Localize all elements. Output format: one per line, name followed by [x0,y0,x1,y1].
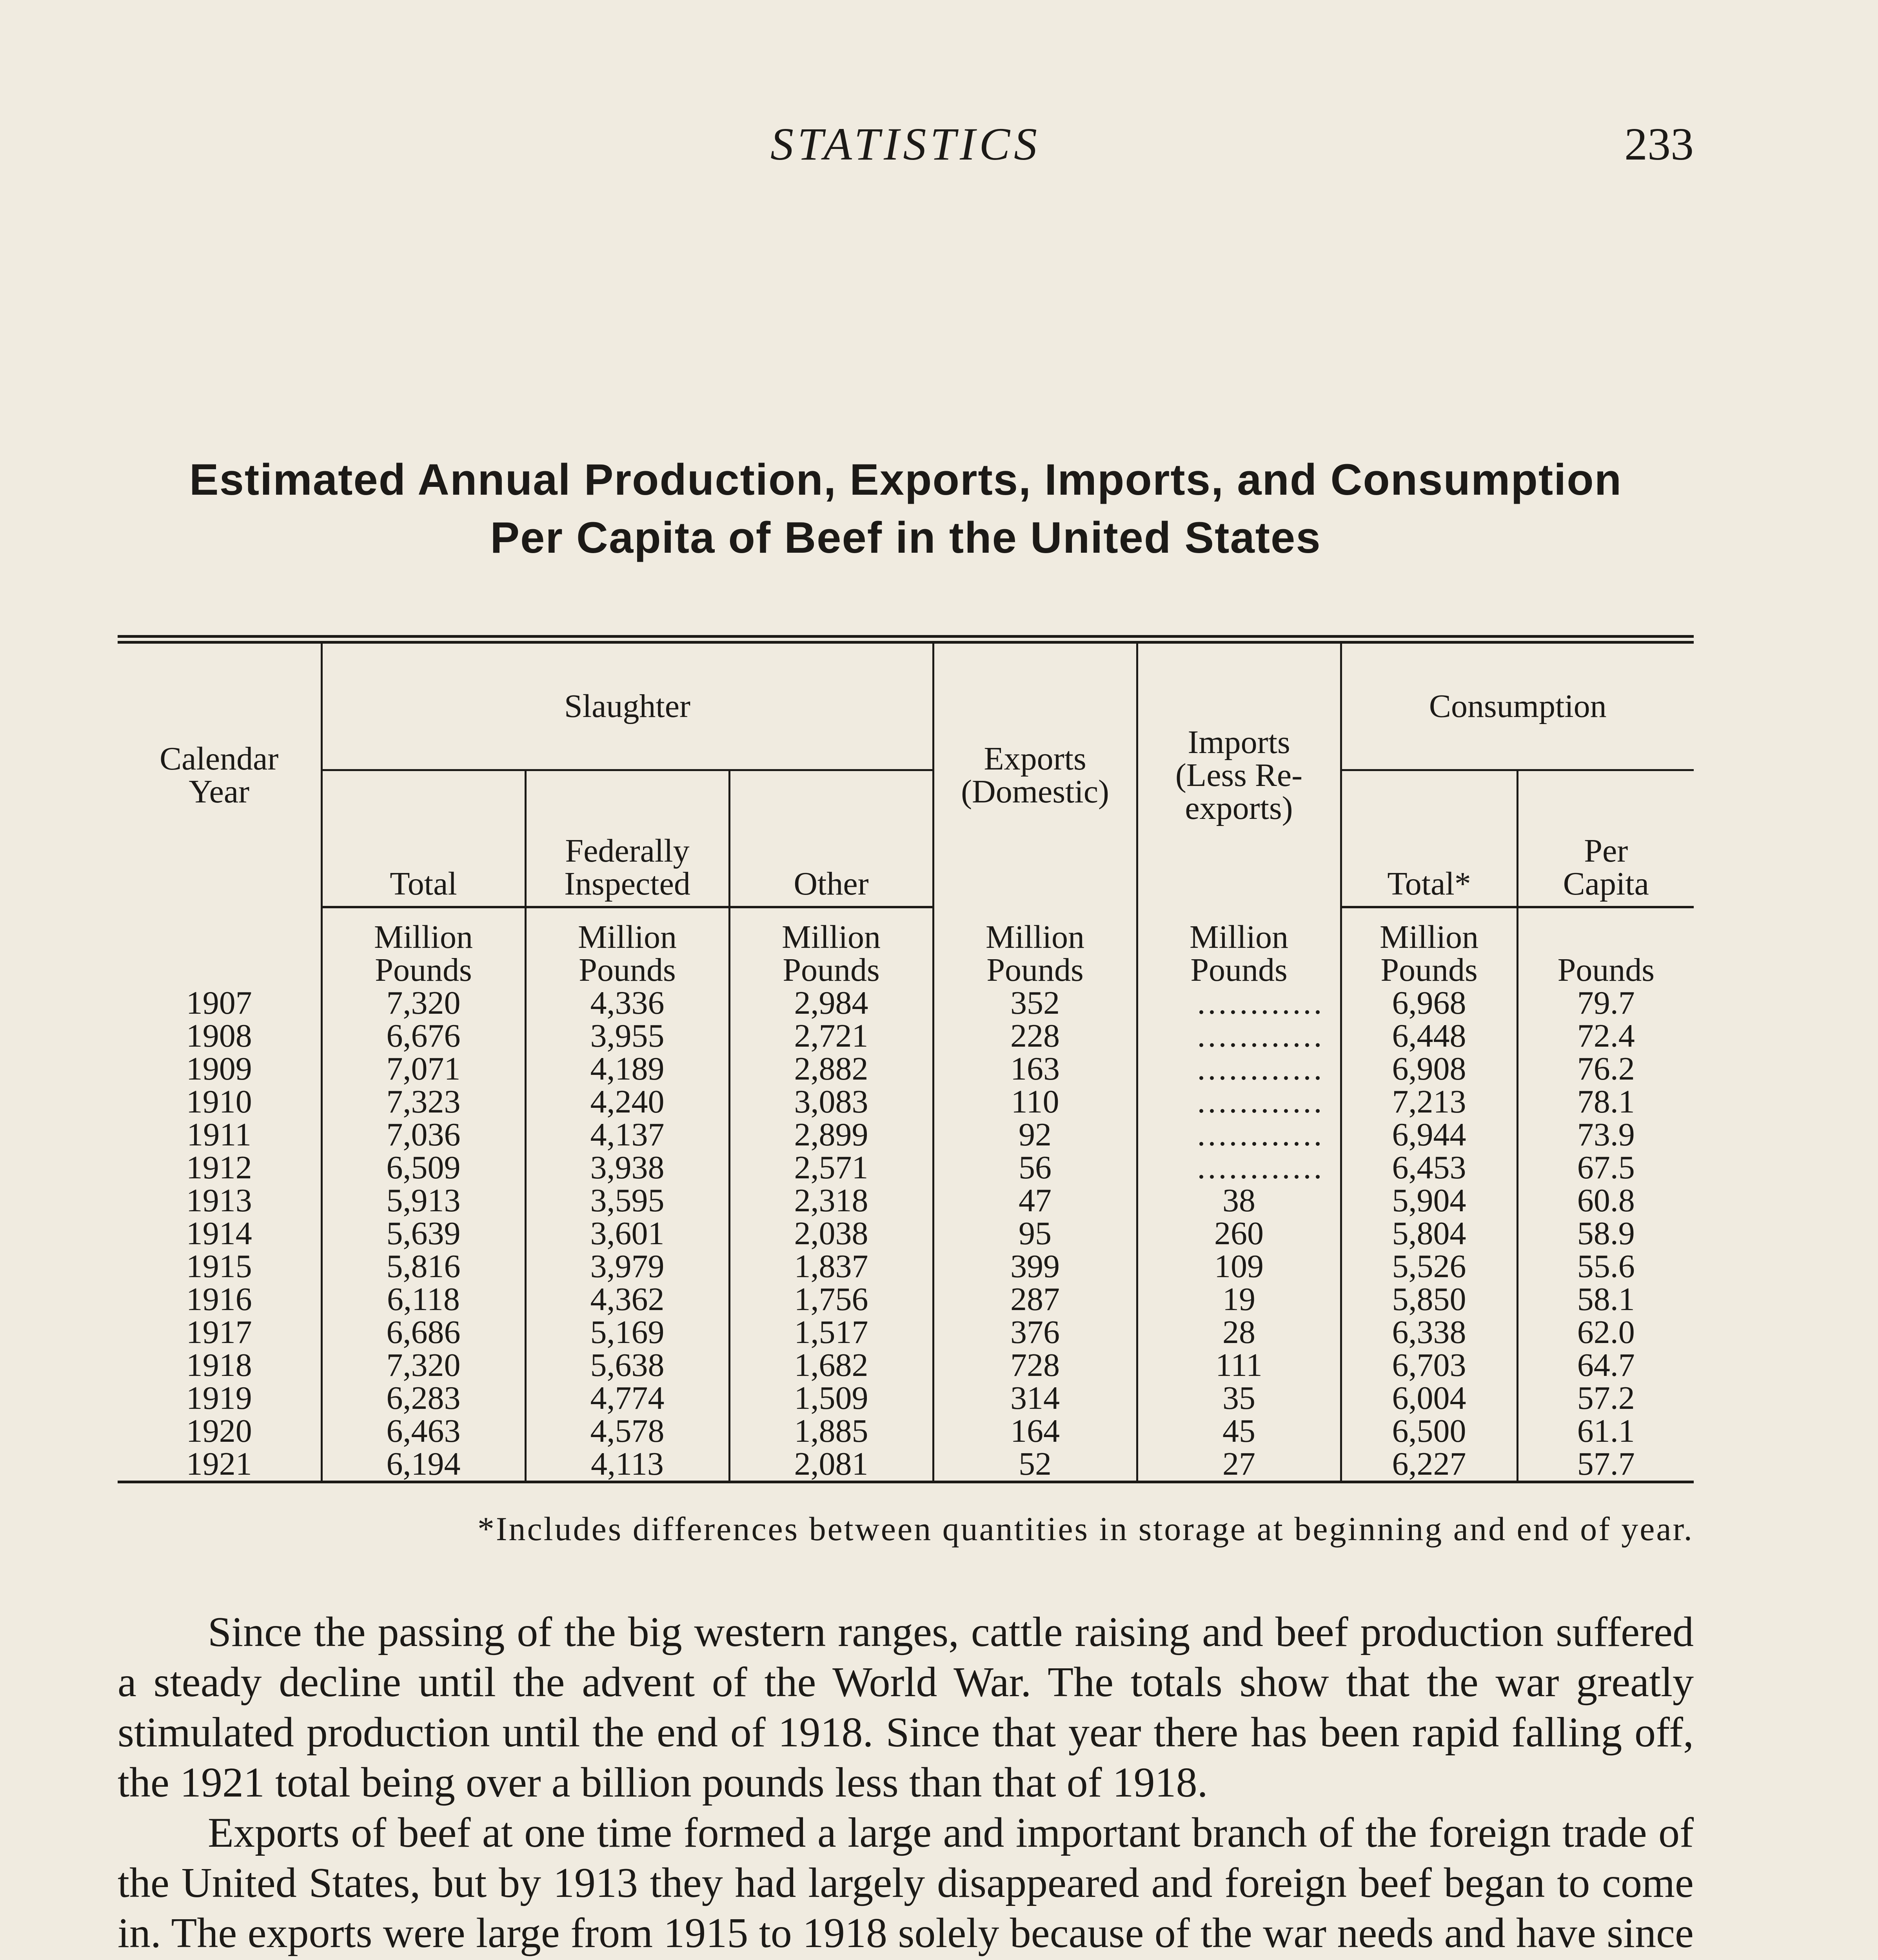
table-cell: 67.5 [1577,1149,1635,1186]
table-cell: 73.9 [1577,1116,1635,1153]
table-cell: 38 [1137,1184,1341,1217]
header-imports: Imports (Less Re- exports) [1137,639,1341,907]
table-cell: 260 [1137,1217,1341,1250]
table-cell: 4,113 [525,1448,729,1482]
table-cell: 6,944 [1341,1118,1517,1151]
table-cell: 6,227 [1341,1448,1517,1482]
table-cell: 7,323 [321,1085,525,1118]
table-row [118,987,1694,1020]
cell-year: 1907 [118,987,321,1020]
unit-label: Million Pounds [321,907,525,987]
table-cell: 399 [933,1250,1137,1283]
table-cell: 3,595 [525,1184,729,1217]
table-cell: 163 [933,1053,1137,1085]
table-cell: 5,904 [1341,1184,1517,1217]
table-cell: 1,837 [729,1250,933,1283]
cell-year: 1912 [118,1151,321,1184]
table-cell: ............ [1137,1151,1341,1184]
paragraph: Since the passing of the big western ranges, cattle raising and beef production suffered a steady decline until the advent of the World War. The totals show that the war greatly stimulated production until the end of 1918. Since that year there has been rapid falling off, the 1921 total being over a billion pounds less than that of 1918. [118,1609,1694,1806]
units-row [118,907,1694,987]
table-cell: 5,638 [525,1349,729,1382]
table-cell: 2,081 [729,1448,933,1482]
table-cell: 92 [933,1118,1137,1151]
table-cell: 6,453 [1341,1151,1517,1184]
table-cell: 2,984 [729,987,933,1020]
table-row [118,1151,1694,1184]
body-text [118,1607,1694,1960]
table-cell: 6,463 [321,1415,525,1448]
table-row [118,1020,1694,1053]
table-cell: 5,804 [1341,1217,1517,1250]
table-cell: 6,448 [1341,1020,1517,1053]
table-cell: 52 [933,1448,1137,1482]
cell-year: 1909 [118,1053,321,1085]
table-cell: 4,189 [525,1053,729,1085]
table-row [118,1448,1694,1482]
table-cell: 58.9 [1577,1215,1635,1252]
table-cell: 6,004 [1341,1382,1517,1415]
table-cell: 72.4 [1577,1018,1635,1054]
table-cell: 5,526 [1341,1250,1517,1283]
running-title: STATISTICS [770,118,1041,170]
table-cell: 7,213 [1341,1085,1517,1118]
table-cell: 64.7 [1577,1347,1635,1383]
unit-label: Million Pounds [933,907,1137,987]
cell-year: 1917 [118,1316,321,1349]
table-cell: ............ [1137,1053,1341,1085]
table-cell: 1,885 [729,1415,933,1448]
table-cell: 2,899 [729,1118,933,1151]
table-cell: ............ [1137,1085,1341,1118]
cell-year: 1908 [118,1020,321,1053]
header-consumption-group: Consumption [1341,639,1694,770]
table-cell: 6,686 [321,1316,525,1349]
cell-year: 1910 [118,1085,321,1118]
table-row [118,1415,1694,1448]
table-cell: 4,240 [525,1085,729,1118]
table-cell: 3,938 [525,1151,729,1184]
table-cell: 61.1 [1577,1413,1635,1449]
page-number: 233 [1624,118,1694,170]
table-cell: 6,908 [1341,1053,1517,1085]
table-cell: 56 [933,1151,1137,1184]
table-cell: 4,362 [525,1283,729,1316]
cell-year: 1918 [118,1349,321,1382]
table-cell: 55.6 [1577,1248,1635,1285]
table-cell: 27 [1137,1448,1341,1482]
table-body [118,907,1694,1482]
cell-year: 1920 [118,1415,321,1448]
cell-year: 1921 [118,1448,321,1482]
header-consumption-total: Total* [1341,770,1517,907]
table-row [118,1085,1694,1118]
table-cell: 5,169 [525,1316,729,1349]
cell-year: 1915 [118,1250,321,1283]
table-cell: 6,118 [321,1283,525,1316]
table-cell: 4,336 [525,987,729,1020]
table-cell: 47 [933,1184,1137,1217]
table-cell: 60.8 [1577,1182,1635,1219]
table-row [118,1053,1694,1085]
table-cell: 314 [933,1382,1137,1415]
table-cell: 2,038 [729,1217,933,1250]
table-cell: 3,601 [525,1217,729,1250]
table-cell: 4,774 [525,1382,729,1415]
table-cell: 164 [933,1415,1137,1448]
table-row [118,1184,1694,1217]
table-cell: 287 [933,1283,1137,1316]
table-cell: 2,721 [729,1020,933,1053]
table-cell: 57.2 [1577,1380,1635,1416]
table-cell: 62.0 [1577,1314,1635,1350]
table-cell: 5,850 [1341,1283,1517,1316]
table-cell: 45 [1137,1415,1341,1448]
table-cell: ............ [1137,1020,1341,1053]
paragraph: Exports of beef at one time formed a large and important branch of the foreign trade of the United States, but by 1913 they had largely disappeared and foreign beef began to come in. The exports were large from 1915 to 1918 solely because of the war needs and have since [118,1809,1694,1956]
cell-year: 1916 [118,1283,321,1316]
unit-label: Million Pounds [1341,907,1517,987]
table-cell: 76.2 [1577,1051,1635,1087]
table-cell: 728 [933,1349,1137,1382]
table-cell: 7,071 [321,1053,525,1085]
table-cell: 6,338 [1341,1316,1517,1349]
unit-label: Pounds [1557,952,1655,988]
table-title [122,451,1690,567]
table-row [118,1316,1694,1349]
header-slaughter-group: Slaughter [321,639,933,770]
table-cell: 5,639 [321,1217,525,1250]
table-row [118,1382,1694,1415]
table-cell: 5,913 [321,1184,525,1217]
table-cell: 6,703 [1341,1349,1517,1382]
table-cell: 7,320 [321,1349,525,1382]
table-cell: 19 [1137,1283,1341,1316]
table-cell: 4,578 [525,1415,729,1448]
table-cell: 2,882 [729,1053,933,1085]
beef-statistics-table [118,635,1694,1483]
table-cell: ............ [1137,1118,1341,1151]
header-federally-inspected: Federally Inspected [525,770,729,907]
table-cell: 228 [933,1020,1137,1053]
table-row [118,1250,1694,1283]
table-cell: 79.7 [1577,985,1635,1021]
table-cell: 6,500 [1341,1415,1517,1448]
table-row [118,1118,1694,1151]
table-cell: 95 [933,1217,1137,1250]
unit-label: Million Pounds [525,907,729,987]
table-cell: 6,676 [321,1020,525,1053]
table-cell: 109 [1137,1250,1341,1283]
table-cell: 1,509 [729,1382,933,1415]
cell-year: 1914 [118,1217,321,1250]
table-cell: 6,509 [321,1151,525,1184]
table-title-line-1: Estimated Annual Production, Exports, Imports, and Consumption [189,455,1622,504]
table-row [118,1349,1694,1382]
table-cell: 3,955 [525,1020,729,1053]
table-cell: 6,968 [1341,987,1517,1020]
table-row [118,1217,1694,1250]
table-cell: 7,320 [321,987,525,1020]
table-cell: 35 [1137,1382,1341,1415]
cell-year: 1919 [118,1382,321,1415]
table-cell: 352 [933,987,1137,1020]
header-slaughter-other: Other [729,770,933,907]
header-calendar-year: Calendar Year [118,639,321,907]
table-footnote: *Includes differences between quantities in storage at beginning and end of year. [477,1510,1694,1548]
table-cell: 1,682 [729,1349,933,1382]
table-cell: 376 [933,1316,1137,1349]
unit-label: Million Pounds [729,907,933,987]
running-head [118,118,1694,180]
header-exports: Exports (Domestic) [933,639,1137,907]
cell-year: 1911 [118,1118,321,1151]
table-cell: 1,756 [729,1283,933,1316]
cell-year: 1913 [118,1184,321,1217]
header-per-capita: Per Capita [1517,770,1694,907]
header-slaughter-total: Total [321,770,525,907]
table-cell: 2,318 [729,1184,933,1217]
table-cell: 111 [1137,1349,1341,1382]
table-cell: ............ [1137,987,1341,1020]
table-cell: 2,571 [729,1151,933,1184]
table-cell: 7,036 [321,1118,525,1151]
table-cell: 110 [933,1085,1137,1118]
table-cell: 28 [1137,1316,1341,1349]
table-cell: 3,979 [525,1250,729,1283]
unit-label: Million Pounds [1137,907,1341,987]
table-cell: 1,517 [729,1316,933,1349]
table-cell: 58.1 [1577,1281,1635,1318]
table-cell: 78.1 [1577,1083,1635,1120]
table-cell: 4,137 [525,1118,729,1151]
table-cell: 6,283 [321,1382,525,1415]
table-cell: 3,083 [729,1085,933,1118]
table-title-line-2: Per Capita of Beef in the United States [490,513,1321,562]
table-cell: 5,816 [321,1250,525,1283]
table-row [118,1283,1694,1316]
table-cell: 57.7 [1517,1448,1694,1482]
table-cell: 6,194 [321,1448,525,1482]
